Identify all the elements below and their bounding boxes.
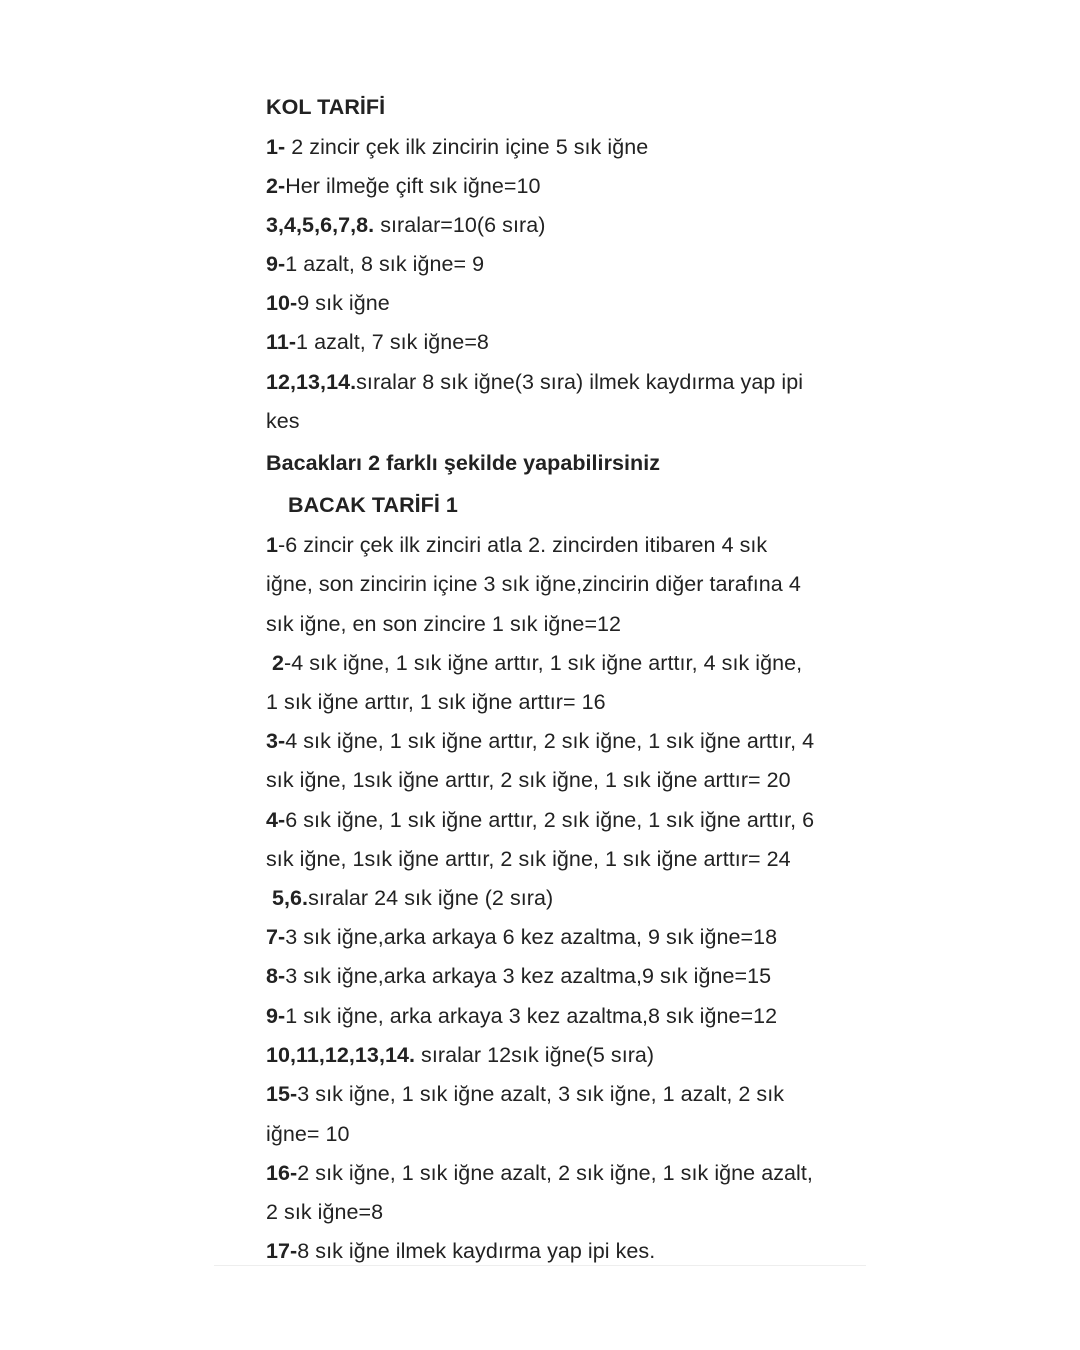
- row-number: 3,4,5,6,7,8.: [266, 213, 375, 237]
- row-number: 10-: [266, 291, 298, 315]
- kol-row-5: [266, 288, 390, 318]
- row-text: 2 zincir çek ilk zincirin içine 5 sık iğne: [285, 135, 649, 159]
- row-number: 15-: [266, 1082, 298, 1106]
- row-number: 1: [266, 533, 279, 557]
- kol-row-7: [266, 367, 803, 397]
- row-text: -4 sık iğne, 1 sık iğne arttır, 1 sık iğne arttır, 4 sık iğne,: [284, 651, 803, 675]
- row-text: sıralar 12sık iğne(5 sıra): [415, 1043, 655, 1067]
- bacak-row-3: [266, 726, 814, 756]
- bacak-row-6: [266, 922, 777, 952]
- bacak-title: BACAK TARİFİ 1: [288, 493, 458, 517]
- row-number: 5,6.: [272, 886, 309, 910]
- bacak-row-10: [266, 1079, 784, 1109]
- bacak-row-7: [266, 961, 771, 991]
- bacak-row-11: [266, 1158, 813, 1188]
- bacak-row-1: [266, 530, 767, 560]
- bacak-row-12: [266, 1236, 655, 1266]
- bacak-row-8: [266, 1001, 777, 1031]
- row-text: 9 sık iğne: [297, 291, 390, 315]
- row-number: 3-: [266, 729, 286, 753]
- row-text: 6 sık iğne, 1 sık iğne arttır, 2 sık iğne, 1 sık iğne arttır, 6: [285, 808, 815, 832]
- bacak-row-1-cont2: sık iğne, en son zincire 1 sık iğne=12: [266, 612, 622, 636]
- row-text: 4 sık iğne, 1 sık iğne arttır, 2 sık iğne, 1 sık iğne arttır, 4: [285, 729, 815, 753]
- bacak-row-4-cont: sık iğne, 1sık iğne arttır, 2 sık iğne, 1 sık iğne arttır= 24: [266, 847, 791, 871]
- row-number: 8-: [266, 964, 286, 988]
- row-number: 9-: [266, 252, 286, 276]
- row-number: 9-: [266, 1004, 286, 1028]
- row-number: 10,11,12,13,14.: [266, 1043, 416, 1067]
- row-text: sıralar 8 sık iğne(3 sıra) ilmek kaydırma yap ipi: [356, 370, 804, 394]
- bacak-row-9: [266, 1040, 654, 1070]
- row-text: 1 azalt, 7 sık iğne=8: [296, 330, 489, 354]
- row-number: 4-: [266, 808, 286, 832]
- row-text: sıralar 24 sık iğne (2 sıra): [308, 886, 554, 910]
- row-number: 1-: [266, 135, 286, 159]
- row-text: 3 sık iğne, 1 sık iğne azalt, 3 sık iğne, 1 azalt, 2 sık: [297, 1082, 785, 1106]
- row-text: 8 sık iğne ilmek kaydırma yap ipi kes.: [297, 1239, 656, 1263]
- kol-row-4: [266, 249, 484, 279]
- bacak-row-4: [266, 805, 814, 835]
- row-number: 12,13,14.: [266, 370, 357, 394]
- row-number: 2: [272, 651, 285, 675]
- note-heading: Bacakları 2 farklı şekilde yapabilirsiniz: [266, 451, 661, 475]
- row-text: 1 sık iğne, arka arkaya 3 kez azaltma,8 sık iğne=12: [285, 1004, 778, 1028]
- kol-row-2: [266, 171, 541, 201]
- row-text: sıralar=10(6 sıra): [374, 213, 546, 237]
- row-number: 2-: [266, 174, 286, 198]
- row-number: 17-: [266, 1239, 298, 1263]
- bacak-row-2-cont: 1 sık iğne arttır, 1 sık iğne arttır= 16: [266, 690, 606, 714]
- kol-title: KOL TARİFİ: [266, 95, 386, 119]
- kol-row-3: [266, 210, 545, 240]
- kol-row-1: [266, 132, 648, 162]
- row-text: 3 sık iğne,arka arkaya 6 kez azaltma, 9 sık iğne=18: [285, 925, 778, 949]
- row-text: 1 azalt, 8 sık iğne= 9: [285, 252, 485, 276]
- bacak-row-3-cont: sık iğne, 1sık iğne arttır, 2 sık iğne, 1 sık iğne arttır= 20: [266, 768, 791, 792]
- bacak-row-10-cont: iğne= 10: [266, 1122, 350, 1146]
- row-number: 16-: [266, 1161, 298, 1185]
- row-number: 11-: [266, 330, 297, 354]
- bacak-row-1-cont: iğne, son zincirin içine 3 sık iğne,zincirin diğer tarafına 4: [266, 572, 801, 596]
- bacak-row-11-cont: 2 sık iğne=8: [266, 1200, 384, 1224]
- bacak-row-5: [272, 883, 553, 913]
- bacak-row-2: [272, 648, 802, 678]
- bottom-divider: [214, 1265, 866, 1266]
- row-text: Her ilmeğe çift sık iğne=10: [285, 174, 541, 198]
- row-text: 2 sık iğne, 1 sık iğne azalt, 2 sık iğne, 1 sık iğne azalt,: [297, 1161, 813, 1185]
- kol-row-6: [266, 327, 489, 357]
- kol-row-7-cont: kes: [266, 409, 300, 433]
- row-text: 3 sık iğne,arka arkaya 3 kez azaltma,9 sık iğne=15: [285, 964, 772, 988]
- row-number: 7-: [266, 925, 286, 949]
- row-text: -6 zincir çek ilk zinciri atla 2. zincirden itibaren 4 sık: [278, 533, 768, 557]
